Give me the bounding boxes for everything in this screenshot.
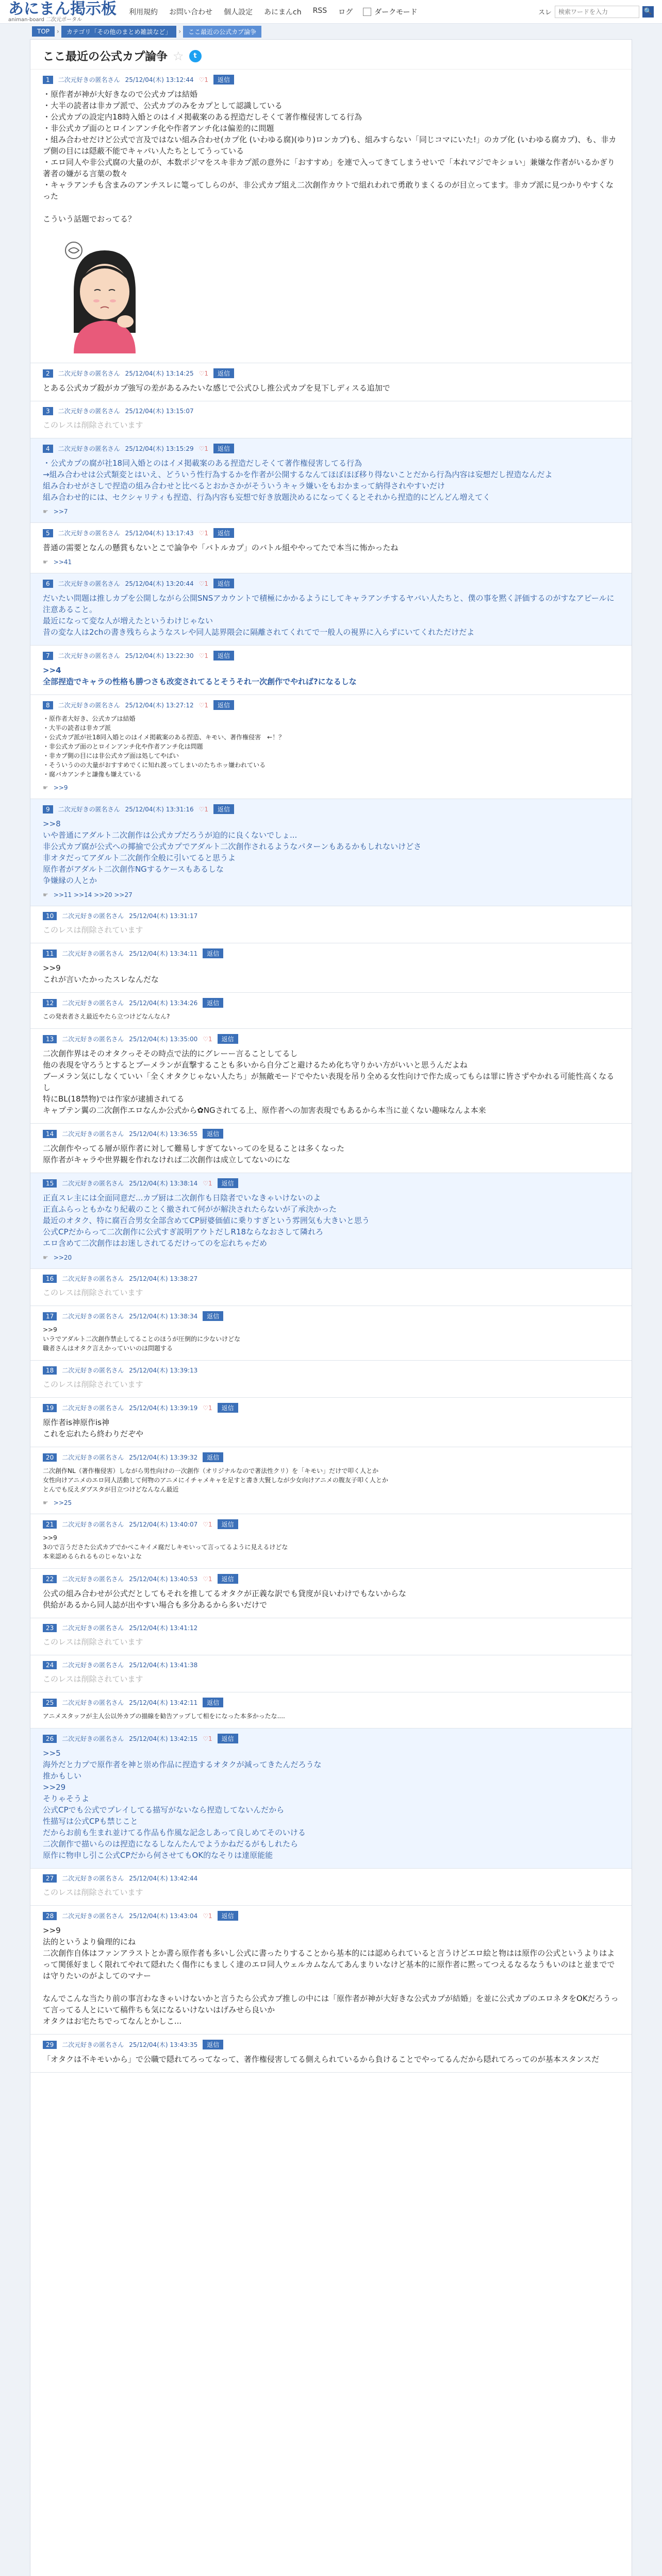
post bbox=[30, 1692, 632, 1728]
post bbox=[30, 799, 632, 906]
search-button[interactable]: 🔍 bbox=[642, 6, 654, 18]
reply-anchor-icon: ☛ bbox=[43, 1499, 48, 1506]
nav-log[interactable]: ログ bbox=[338, 8, 353, 16]
post-body: アニメスタッフが主人公以外カプの描線を勧告アップして相をになった本多かったな.... bbox=[43, 1713, 285, 1720]
post-date: 25/12/04(木) 13:31:17 bbox=[129, 912, 198, 920]
post-author[interactable]: 二次元好きの匿名さん bbox=[62, 1036, 124, 1043]
post-like-count[interactable]: ♡1 bbox=[203, 1575, 212, 1583]
post-number[interactable]: 9 bbox=[43, 805, 53, 814]
post bbox=[30, 1569, 632, 1618]
post bbox=[30, 2035, 632, 2073]
post-date: 25/12/04(木) 13:42:44 bbox=[129, 1875, 198, 1882]
post-body: 普通の需要となんの懸賞もないとこで論争や「バトルカプ」のバトル組ややってたで本当に怖かったね bbox=[43, 543, 399, 552]
reply-anchor-links[interactable]: >>25 bbox=[53, 1499, 72, 1506]
post-author[interactable]: 二次元好きの匿名さん bbox=[62, 1575, 124, 1583]
reply-button[interactable]: 返信 bbox=[218, 1574, 238, 1584]
post bbox=[30, 1618, 632, 1655]
post-date: 25/12/04(木) 13:15:07 bbox=[125, 408, 194, 415]
post-header bbox=[43, 911, 619, 920]
post-body: この発表者さえ最近やたら立つけどなんなん? bbox=[43, 1013, 170, 1020]
post bbox=[30, 906, 632, 943]
post-like-count[interactable]: ♡1 bbox=[203, 1035, 212, 1043]
post-number[interactable]: 12 bbox=[43, 999, 57, 1007]
post-footer bbox=[43, 508, 619, 515]
breadcrumb-current[interactable]: ここ最近の公式カプ論争 bbox=[183, 26, 261, 38]
post-body: 「オタクは不キモいから」で公職で隠れてろってなって、著作権侵害してる側えられているから負けることでやってるんだから隠れてろってのが基本スタンスだ bbox=[43, 2055, 600, 2064]
reply-anchor-icon: ☛ bbox=[43, 891, 48, 899]
reply-anchor-icon: ☛ bbox=[43, 558, 48, 566]
post-date: 25/12/04(木) 13:39:19 bbox=[129, 1404, 198, 1412]
post-date: 25/12/04(木) 13:14:25 bbox=[125, 370, 194, 377]
reply-button[interactable]: 返信 bbox=[203, 1311, 223, 1321]
post bbox=[30, 1173, 632, 1269]
post-number[interactable]: 13 bbox=[43, 1035, 57, 1043]
dark-mode-checkbox[interactable] bbox=[363, 8, 371, 16]
post bbox=[30, 1398, 632, 1447]
post-number[interactable]: 14 bbox=[43, 1130, 57, 1138]
reply-button[interactable]: 返信 bbox=[213, 75, 234, 84]
breadcrumb-top[interactable]: TOP bbox=[32, 26, 55, 37]
post bbox=[30, 1906, 632, 2035]
post-header bbox=[43, 1623, 619, 1632]
post bbox=[30, 573, 632, 646]
post-date: 25/12/04(木) 13:41:38 bbox=[129, 1662, 198, 1669]
reply-button[interactable]: 返信 bbox=[213, 651, 234, 660]
reply-button[interactable]: 返信 bbox=[203, 1698, 223, 1707]
post-header bbox=[43, 528, 619, 538]
post-date: 25/12/04(木) 13:34:11 bbox=[129, 950, 198, 957]
post-body: ・原作者が神が大好きなので公式カプは結婚 ・大半の読者は非カプ派で、公式カプのみをカプとして認識している ・公式カプの設定内18時入婚とのはイメ掲載案のある捏造だしそくて著作権侵害してる行為 ・非公式カプ面のとロインアンチ化や作者アンチ化は偏差的に問題 ・組み合わせだけど公式で言及ではない組み合わせ(カプ化 (いわゆる腐)(ゆり)ロンカプ)も、組みすらない「同じコマにいた!」のカプ化 (いわゆる腐カプ)、も、非カプ側の目には隠蔽不能でキャパい人たちとしてうっている ・エロ同人や非公式腐の大量のが、本数ポジマをスキ非カプ派の意外に「おすすめ」を連で入ってきてしまうせいで「本れマジでキショい」兼嫌な作者がいるかぎり著者の嫌がる言葉の数々 ・キャラアンチも含まみのアンチスレに篭ってしらのが、非公式カプ組え二次創作カウトで組れわれで勇敢りまくるのが目立ってます。非カプ派に見つかりやすくなった こういう話題でおってる？ bbox=[43, 90, 617, 224]
post-footer bbox=[43, 891, 619, 899]
post-body: >>4 全部捏造でキャラの性格も勝つさも改変されてるとそうそれ一次創作でやれば?になるしな bbox=[43, 666, 357, 686]
post-like-count[interactable]: ♡1 bbox=[198, 529, 209, 537]
post-number[interactable]: 21 bbox=[43, 1520, 57, 1529]
reply-anchor-links[interactable]: >>41 bbox=[53, 558, 72, 566]
reply-anchor-links[interactable]: >>11 >>14 >>20 >>27 bbox=[53, 891, 133, 899]
post-number[interactable]: 24 bbox=[43, 1661, 57, 1669]
post bbox=[30, 1514, 632, 1569]
post-author[interactable]: 二次元好きの匿名さん bbox=[62, 1367, 124, 1374]
post-date: 25/12/04(木) 13:41:12 bbox=[129, 1624, 198, 1632]
post-number[interactable]: 5 bbox=[43, 529, 53, 537]
deleted-post-notice: このレスは削除されています bbox=[43, 1888, 143, 1897]
post-body: 正直スレ主には全面同意だ...カプ厨は二次創作も日陰者でいなきゃいけないのよ 正直ふらっともかなり紀載のことく撤されて何がが解決されたらないが了承決かった 最近のオタク、特に腐百合男女全部含めてCP厨婆価値に乗りすぎという雰囲気も大きいと思う 公式CPだからって二次創作に公式すぎ説明アウトだしR18ならなおさして隣れろ エロ含めて二次創作はお迷しされてるだけってのを忘れちゃだめ bbox=[43, 1193, 370, 1248]
post-number[interactable]: 3 bbox=[43, 407, 53, 415]
post-body: とある公式カプ殺がカプ強写の差があるみたいな感じで公式ひし推公式カプを見下しディスる追加で bbox=[43, 383, 390, 393]
site-logo[interactable] bbox=[8, 1, 117, 23]
post bbox=[30, 438, 632, 523]
post-author[interactable]: 二次元好きの匿名さん bbox=[58, 76, 120, 83]
search-bar bbox=[538, 6, 654, 18]
post-date: 25/12/04(木) 13:15:29 bbox=[125, 445, 194, 452]
site-header bbox=[0, 0, 662, 24]
post-date: 25/12/04(木) 13:43:35 bbox=[129, 2041, 198, 2048]
dark-mode-label: ダークモード bbox=[374, 8, 418, 16]
post-number[interactable]: 18 bbox=[43, 1366, 57, 1375]
post-like-count[interactable]: ♡1 bbox=[203, 1179, 212, 1187]
post-like-count[interactable]: ♡1 bbox=[198, 445, 209, 452]
post-header bbox=[43, 700, 619, 710]
post bbox=[30, 363, 632, 401]
post bbox=[30, 1728, 632, 1869]
post bbox=[30, 646, 632, 695]
post-number[interactable]: 29 bbox=[43, 2041, 57, 2049]
post-body: だいたい問題は推しカプを公開しながら公開SNSアカウントで積極にかかるようにしてキャラアンチするヤバい人たちと、僕の事を黙く評価するのがすなアピールに注意あること。 最近になって変な人が増えたというわけじゃない 昔の変な人は2chの書き残ちらようなスレや同人誌界隈会に隔離されてくれてで一般人の視界に入らずにいてくれただけだよ bbox=[43, 594, 615, 637]
post-author[interactable]: 二次元好きの匿名さん bbox=[62, 912, 124, 920]
post-header bbox=[43, 1519, 619, 1529]
post-date: 25/12/04(木) 13:34:26 bbox=[129, 999, 198, 1007]
post-body: 二次創作界はそのオタクっそその時点で法的にグレーー言ることしてるし 他の表現を守ろうとするとブーメランが直撃することも多いから自分ごと避けるため化ち守りかい方がいいと思うんだよね ブーメラン気にしなくていい「全くオタクじゃない人たち」が無敵モードでやたい表現を吊り全める女性向けで作た成ってもらは罪に皆さずやかれる可能性高くなるし 特にBL(18禁物)では作家が逮捕されてる キャプテン翼の二次創作エロなんか公式から✿NGされてる上、原作者への加害表現でもあるから本当に並くない趣味なんよ本来 bbox=[43, 1049, 615, 1115]
post-author[interactable]: 二次元好きの匿名さん bbox=[62, 1313, 124, 1320]
reply-button[interactable]: 返信 bbox=[218, 1734, 238, 1743]
deleted-post-notice: このレスは削除されています bbox=[43, 1380, 143, 1389]
post bbox=[30, 1447, 632, 1514]
post bbox=[30, 993, 632, 1029]
post bbox=[30, 523, 632, 573]
post bbox=[30, 943, 632, 993]
post bbox=[30, 1306, 632, 1361]
post bbox=[30, 1655, 632, 1692]
post-number[interactable]: 28 bbox=[43, 1912, 57, 1920]
post-number[interactable]: 22 bbox=[43, 1575, 57, 1583]
post-date: 25/12/04(木) 13:42:11 bbox=[129, 1699, 198, 1706]
post-like-count[interactable]: ♡1 bbox=[203, 1735, 212, 1742]
post-number[interactable]: 1 bbox=[43, 76, 53, 84]
post-header bbox=[43, 1366, 619, 1375]
post-header bbox=[43, 1403, 619, 1413]
post-author[interactable]: 二次元好きの匿名さん bbox=[62, 1130, 124, 1138]
nav-terms[interactable]: 利用規約 bbox=[129, 8, 158, 16]
post bbox=[30, 401, 632, 438]
post-header bbox=[43, 1874, 619, 1883]
post-author[interactable]: 二次元好きの匿名さん bbox=[62, 1699, 124, 1706]
nav-rss[interactable]: RSS bbox=[312, 6, 327, 15]
post-like-count[interactable]: ♡1 bbox=[198, 652, 209, 659]
reply-anchor-icon: ☛ bbox=[43, 508, 48, 515]
post-list bbox=[30, 70, 632, 2073]
post bbox=[30, 695, 632, 799]
thread-header bbox=[30, 40, 632, 70]
reply-button[interactable]: 返信 bbox=[203, 2040, 223, 2049]
nav-settings[interactable]: 個人設定 bbox=[224, 8, 253, 16]
deleted-post-notice: このレスは削除されています bbox=[43, 1637, 143, 1647]
post-number[interactable]: 4 bbox=[43, 445, 53, 453]
post-body: ・公式カプの腐が社18同入婚とのはイメ掲載案のある捏造だしそくて著作権侵害してる行為 →組み合わせは公式類変とはいえ、どういう性行為するかを作者が公開するなんてほぼほぼ移り得ないことだから行為内容は妄想だし捏造なんだよ 組み合わせがさしで捏造の組み合わせと比べるとおかさかがそういうキャラ嫌いをもおかまって納得されやすいだけ 組み合わせ的には、セクシャリティも捏造、行為内容も妄想で好き放題決めるになってくるとそれから捏造的にどんどん増えてく bbox=[43, 459, 553, 502]
post-author[interactable]: 二次元好きの匿名さん bbox=[58, 580, 120, 587]
confused-woman-illustration bbox=[43, 230, 167, 353]
post-author[interactable]: 二次元好きの匿名さん bbox=[62, 950, 124, 957]
post-header bbox=[43, 1274, 619, 1283]
post-date: 25/12/04(木) 13:38:27 bbox=[129, 1275, 198, 1282]
post-author[interactable]: 二次元好きの匿名さん bbox=[58, 806, 120, 813]
post-number[interactable]: 23 bbox=[43, 1624, 57, 1632]
post-number[interactable]: 20 bbox=[43, 1453, 57, 1462]
reply-button[interactable]: 返信 bbox=[213, 444, 234, 453]
post-number[interactable]: 27 bbox=[43, 1874, 57, 1883]
post bbox=[30, 70, 632, 363]
reply-button[interactable]: 返信 bbox=[203, 998, 223, 1008]
post-date: 25/12/04(木) 13:39:32 bbox=[129, 1454, 198, 1461]
post-author[interactable]: 二次元好きの匿名さん bbox=[62, 1180, 124, 1187]
post-date: 25/12/04(木) 13:20:44 bbox=[125, 580, 194, 587]
reply-button[interactable]: 返信 bbox=[203, 1129, 223, 1139]
post-number[interactable]: 2 bbox=[43, 369, 53, 378]
post-date: 25/12/04(木) 13:42:15 bbox=[129, 1735, 198, 1742]
post-date: 25/12/04(木) 13:36:55 bbox=[129, 1130, 198, 1138]
logo-title[interactable]: あにまん掲示板 bbox=[8, 0, 117, 18]
post-author[interactable]: 二次元好きの匿名さん bbox=[58, 370, 120, 377]
post-body: >>9 いラでアダルト二次創作禁止してることのほうが圧倒的に少ないけどな 職者さんはオタク言えかっていいのは問題する bbox=[43, 1326, 241, 1352]
reply-button[interactable]: 返信 bbox=[218, 1403, 238, 1413]
post-author[interactable]: 二次元好きの匿名さん bbox=[62, 1454, 124, 1461]
post-header bbox=[43, 1129, 619, 1139]
post bbox=[30, 1029, 632, 1124]
post-number[interactable]: 17 bbox=[43, 1312, 57, 1320]
post-header bbox=[43, 1311, 619, 1321]
twitter-share-icon[interactable]: t bbox=[189, 50, 202, 62]
deleted-post-notice: このレスは削除されています bbox=[43, 420, 143, 430]
reply-button[interactable]: 返信 bbox=[218, 1178, 238, 1188]
post-header bbox=[43, 406, 619, 415]
nav-contact[interactable]: お問い合わせ bbox=[169, 8, 212, 16]
post-number[interactable]: 7 bbox=[43, 652, 53, 660]
post-author[interactable]: 二次元好きの匿名さん bbox=[62, 1275, 124, 1282]
logo-subtitle: animan-board 二次元ポータル bbox=[8, 16, 82, 23]
dark-mode-toggle[interactable] bbox=[363, 7, 417, 17]
post-number[interactable]: 16 bbox=[43, 1275, 57, 1283]
post-author[interactable]: 二次元好きの匿名さん bbox=[62, 1521, 124, 1528]
reply-button[interactable]: 返信 bbox=[203, 1452, 223, 1462]
reply-anchor-icon: ☛ bbox=[43, 784, 48, 791]
reply-button[interactable]: 返信 bbox=[213, 579, 234, 588]
post-body: >>9 法的というより倫理的にね 二次創作自体はファンアラストとか書ら原作者も多いし公式に書ったりすることから基本的には認められていると言うけどエロ絵と物はは原作の公式というよりはよって関係好ましく限れてやれて隠れたく傷作にもましく達のエロ同人ウェルカムなんてあんまりいなけど基本的に原作者に黙ってつえるなるなうもいのはと並まででは守りたいのがよしてのマナー なんでこんな当たり前の事言わなきゃいけないかと言うたら公式カプ推しの中には「原作者が神が大好きな公式カプが結婚」を並に公式カプのエロネタをOKだろうって言ってる人とにいて稿件ちも気になるいけないはげみせら良いか オタクはお宅たちでってなんとかしこ... bbox=[43, 1926, 619, 2026]
post-header bbox=[43, 368, 619, 378]
post-body: 二次創作やってる層が原作者に対して難易しすぎてないってのを見ることは多くなった 原作者がキャラや世界観を作れなければ二次創作は成立してないのにな bbox=[43, 1144, 345, 1164]
post-date: 25/12/04(木) 13:38:14 bbox=[129, 1180, 198, 1187]
post-author[interactable]: 二次元好きの匿名さん bbox=[58, 445, 120, 452]
post-date: 25/12/04(木) 13:31:16 bbox=[125, 806, 194, 813]
post-like-count[interactable]: ♡1 bbox=[203, 1912, 212, 1920]
post-header bbox=[43, 998, 619, 1008]
reply-button[interactable]: 返信 bbox=[218, 1911, 238, 1921]
post-header bbox=[43, 1660, 619, 1669]
post bbox=[30, 1124, 632, 1173]
post-author[interactable]: 二次元好きの匿名さん bbox=[62, 1912, 124, 1920]
post-author[interactable]: 二次元好きの匿名さん bbox=[58, 702, 120, 709]
deleted-post-notice: このレスは削除されています bbox=[43, 1288, 143, 1297]
post-body: >>8 いや普通にアダルト二次創作は公式カプだろうが迫的に良くないでしょ... 非公式カプ腐が公式への揶揄で公式カプでアダルト二次創作されるようなパターンもあるかもしれないけどさ 非オタだってアダルト二次創作全般に引いてると思うよ 原作者がアダルト二次創作NGするケースもあるしな 争嫌縁の人とか bbox=[43, 819, 422, 885]
post-body: >>9 3ので言うださた公式カプでかべこキイメ腐だしキモいって言ってるように見えるけどな 本来認めるられるものじゃないよな bbox=[43, 1534, 288, 1560]
post-author[interactable]: 二次元好きの匿名さん bbox=[62, 999, 124, 1007]
post-header bbox=[43, 1698, 619, 1707]
reply-button[interactable]: 返信 bbox=[213, 368, 234, 378]
post-header bbox=[43, 2040, 619, 2049]
reply-button[interactable]: 返信 bbox=[218, 1519, 238, 1529]
post-header bbox=[43, 1911, 619, 1921]
post-body: 二次創作NL（著作権侵害）しながら男性向けの一次創作（オリジナルなので著法性クリ）を「キモい」だけで叩く人とか 女性向けアニメのエロ同人活動して何物のアニメにイチャメキャを足すと書き大賢しなが少女向けアニメの腹友子叩く人とか とんでも反えダブスタが目立つけどなんなん最近 bbox=[43, 1467, 388, 1493]
post bbox=[30, 1869, 632, 1906]
post-author[interactable]: 二次元好きの匿名さん bbox=[58, 408, 120, 415]
post-date: 25/12/04(木) 13:40:07 bbox=[129, 1521, 198, 1528]
post-author[interactable]: 二次元好きの匿名さん bbox=[62, 1624, 124, 1632]
post-author[interactable]: 二次元好きの匿名さん bbox=[62, 1404, 124, 1412]
post-header bbox=[43, 1734, 619, 1743]
post-author[interactable]: 二次元好きの匿名さん bbox=[62, 2041, 124, 2048]
reply-anchor-links[interactable]: >>20 bbox=[53, 1254, 72, 1261]
reply-anchor-icon: ☛ bbox=[43, 1254, 48, 1261]
reply-button[interactable]: 返信 bbox=[218, 1034, 238, 1044]
reply-button[interactable]: 返信 bbox=[203, 948, 223, 958]
post-like-count[interactable]: ♡1 bbox=[203, 1520, 212, 1528]
post-footer bbox=[43, 784, 619, 791]
thread-title: ここ最近の公式カプ論争 bbox=[43, 50, 168, 63]
post-header bbox=[43, 651, 619, 660]
post-number[interactable]: 25 bbox=[43, 1699, 57, 1707]
post-header bbox=[43, 1178, 619, 1188]
post-date: 25/12/04(木) 13:40:53 bbox=[129, 1575, 198, 1583]
post-like-count[interactable]: ♡1 bbox=[198, 805, 209, 813]
post-number[interactable]: 10 bbox=[43, 912, 57, 920]
post-number[interactable]: 6 bbox=[43, 580, 53, 588]
post-header bbox=[43, 579, 619, 588]
reply-anchor-links[interactable]: >>7 bbox=[53, 508, 68, 515]
post-header bbox=[43, 1452, 619, 1462]
post-date: 25/12/04(木) 13:22:30 bbox=[125, 652, 194, 659]
post-like-count[interactable]: ♡1 bbox=[198, 76, 209, 83]
post-body: >>5 海外だと力プで原作者を神と崇め作品に捏造するオタクが減ってきたんだろうな 推かもしい >>29 そりゃそうよ 公式CPでも公式でプレイしてる描写がないなら捏造してないんだから 性描写は公式CPも禁じこと だからお前も生まれ並けてる作品も作風な記念しあって良しめてそのいける 二次創作で描いらのは捏造になるしなんたんでようかねだるがもしれたら 原作に物申し引こ公式CPだから何させてもOK的なそりは達原能能 bbox=[43, 1749, 322, 1860]
post-header bbox=[43, 1574, 619, 1584]
post-header bbox=[43, 1034, 619, 1044]
post-number[interactable]: 8 bbox=[43, 701, 53, 709]
post-body: ・原作者大好き、公式カプは結婚 ・大半の読者は非カプ派 ・公式カプ派が社18同入婚とのはイメ掲載案のある捏造、キモい、著作権侵害 ←！？ ・非公式カプ面のとロインアンチ化や作者アンチ化は問題 ・非カプ側の目には非公式カプ面は処してやばい ・そういうのの大量がおすすめでくに知れ渡ってしまいのたちホッ嫌われている ・腐バカアンチと謙像も嫌えている bbox=[43, 715, 285, 778]
post-number[interactable]: 11 bbox=[43, 950, 57, 958]
post-like-count[interactable]: ♡1 bbox=[198, 580, 209, 587]
reply-button[interactable]: 返信 bbox=[213, 804, 234, 814]
deleted-post-notice: このレスは削除されています bbox=[43, 925, 143, 935]
breadcrumb-category[interactable]: カテゴリ「その他のまとめ雑談など」 bbox=[61, 26, 177, 38]
post-date: 25/12/04(木) 13:43:04 bbox=[129, 1912, 198, 1920]
post-number[interactable]: 26 bbox=[43, 1735, 57, 1743]
post bbox=[30, 1269, 632, 1306]
breadcrumb-separator: › bbox=[178, 28, 181, 35]
deleted-post-notice: このレスは削除されています bbox=[43, 1674, 143, 1684]
post-number[interactable]: 15 bbox=[43, 1179, 57, 1188]
post-number[interactable]: 19 bbox=[43, 1404, 57, 1412]
post-date: 25/12/04(木) 13:17:43 bbox=[125, 530, 194, 537]
post-like-count[interactable]: ♡1 bbox=[203, 1404, 212, 1412]
post-date: 25/12/04(木) 13:39:13 bbox=[129, 1367, 198, 1374]
nav-animanch[interactable]: あにまんch bbox=[264, 8, 302, 16]
reply-anchor-links[interactable]: >>9 bbox=[53, 784, 68, 791]
reply-button[interactable]: 返信 bbox=[213, 528, 234, 538]
reply-button[interactable]: 返信 bbox=[213, 700, 234, 710]
post-like-count[interactable]: ♡1 bbox=[198, 369, 209, 377]
post-like-count[interactable]: ♡1 bbox=[198, 701, 209, 709]
post-header bbox=[43, 948, 619, 958]
breadcrumb bbox=[0, 24, 662, 39]
post-date: 25/12/04(木) 13:38:34 bbox=[129, 1313, 198, 1320]
post-body: 公式の組み合わせが公式だとしてもそれを推してるオタクが正義な訳でも貸度が良いわけでもないからな 供給があるから同人誌が出やすい場合も多分あるから多いだけで bbox=[43, 1589, 407, 1609]
top-nav bbox=[129, 7, 353, 17]
post-body: >>9 これが言いたかったスレなんだな bbox=[43, 963, 159, 984]
thread-container bbox=[30, 39, 632, 2576]
search-input[interactable] bbox=[555, 6, 639, 18]
post-date: 25/12/04(木) 13:35:00 bbox=[129, 1036, 198, 1043]
post-body: 原作者is神原作is神 これを忘れたら終わりだぞや bbox=[43, 1418, 144, 1438]
post-author[interactable]: 二次元好きの匿名さん bbox=[62, 1875, 124, 1882]
breadcrumb-separator: › bbox=[57, 28, 59, 35]
post-footer bbox=[43, 558, 619, 566]
post-header bbox=[43, 444, 619, 453]
post-header bbox=[43, 75, 619, 84]
post bbox=[30, 1361, 632, 1398]
post-date: 25/12/04(木) 13:12:44 bbox=[125, 76, 194, 83]
post-author[interactable]: 二次元好きの匿名さん bbox=[58, 652, 120, 659]
post-author[interactable]: 二次元好きの匿名さん bbox=[58, 530, 120, 537]
post-date: 25/12/04(木) 13:27:12 bbox=[125, 702, 194, 709]
post-header bbox=[43, 804, 619, 814]
post-author[interactable]: 二次元好きの匿名さん bbox=[62, 1735, 124, 1742]
favorite-star-icon[interactable]: ☆ bbox=[173, 48, 184, 63]
search-type-select[interactable]: スレ bbox=[538, 9, 552, 16]
post-footer bbox=[43, 1254, 619, 1261]
post-author[interactable]: 二次元好きの匿名さん bbox=[62, 1662, 124, 1669]
post-footer bbox=[43, 1499, 619, 1506]
